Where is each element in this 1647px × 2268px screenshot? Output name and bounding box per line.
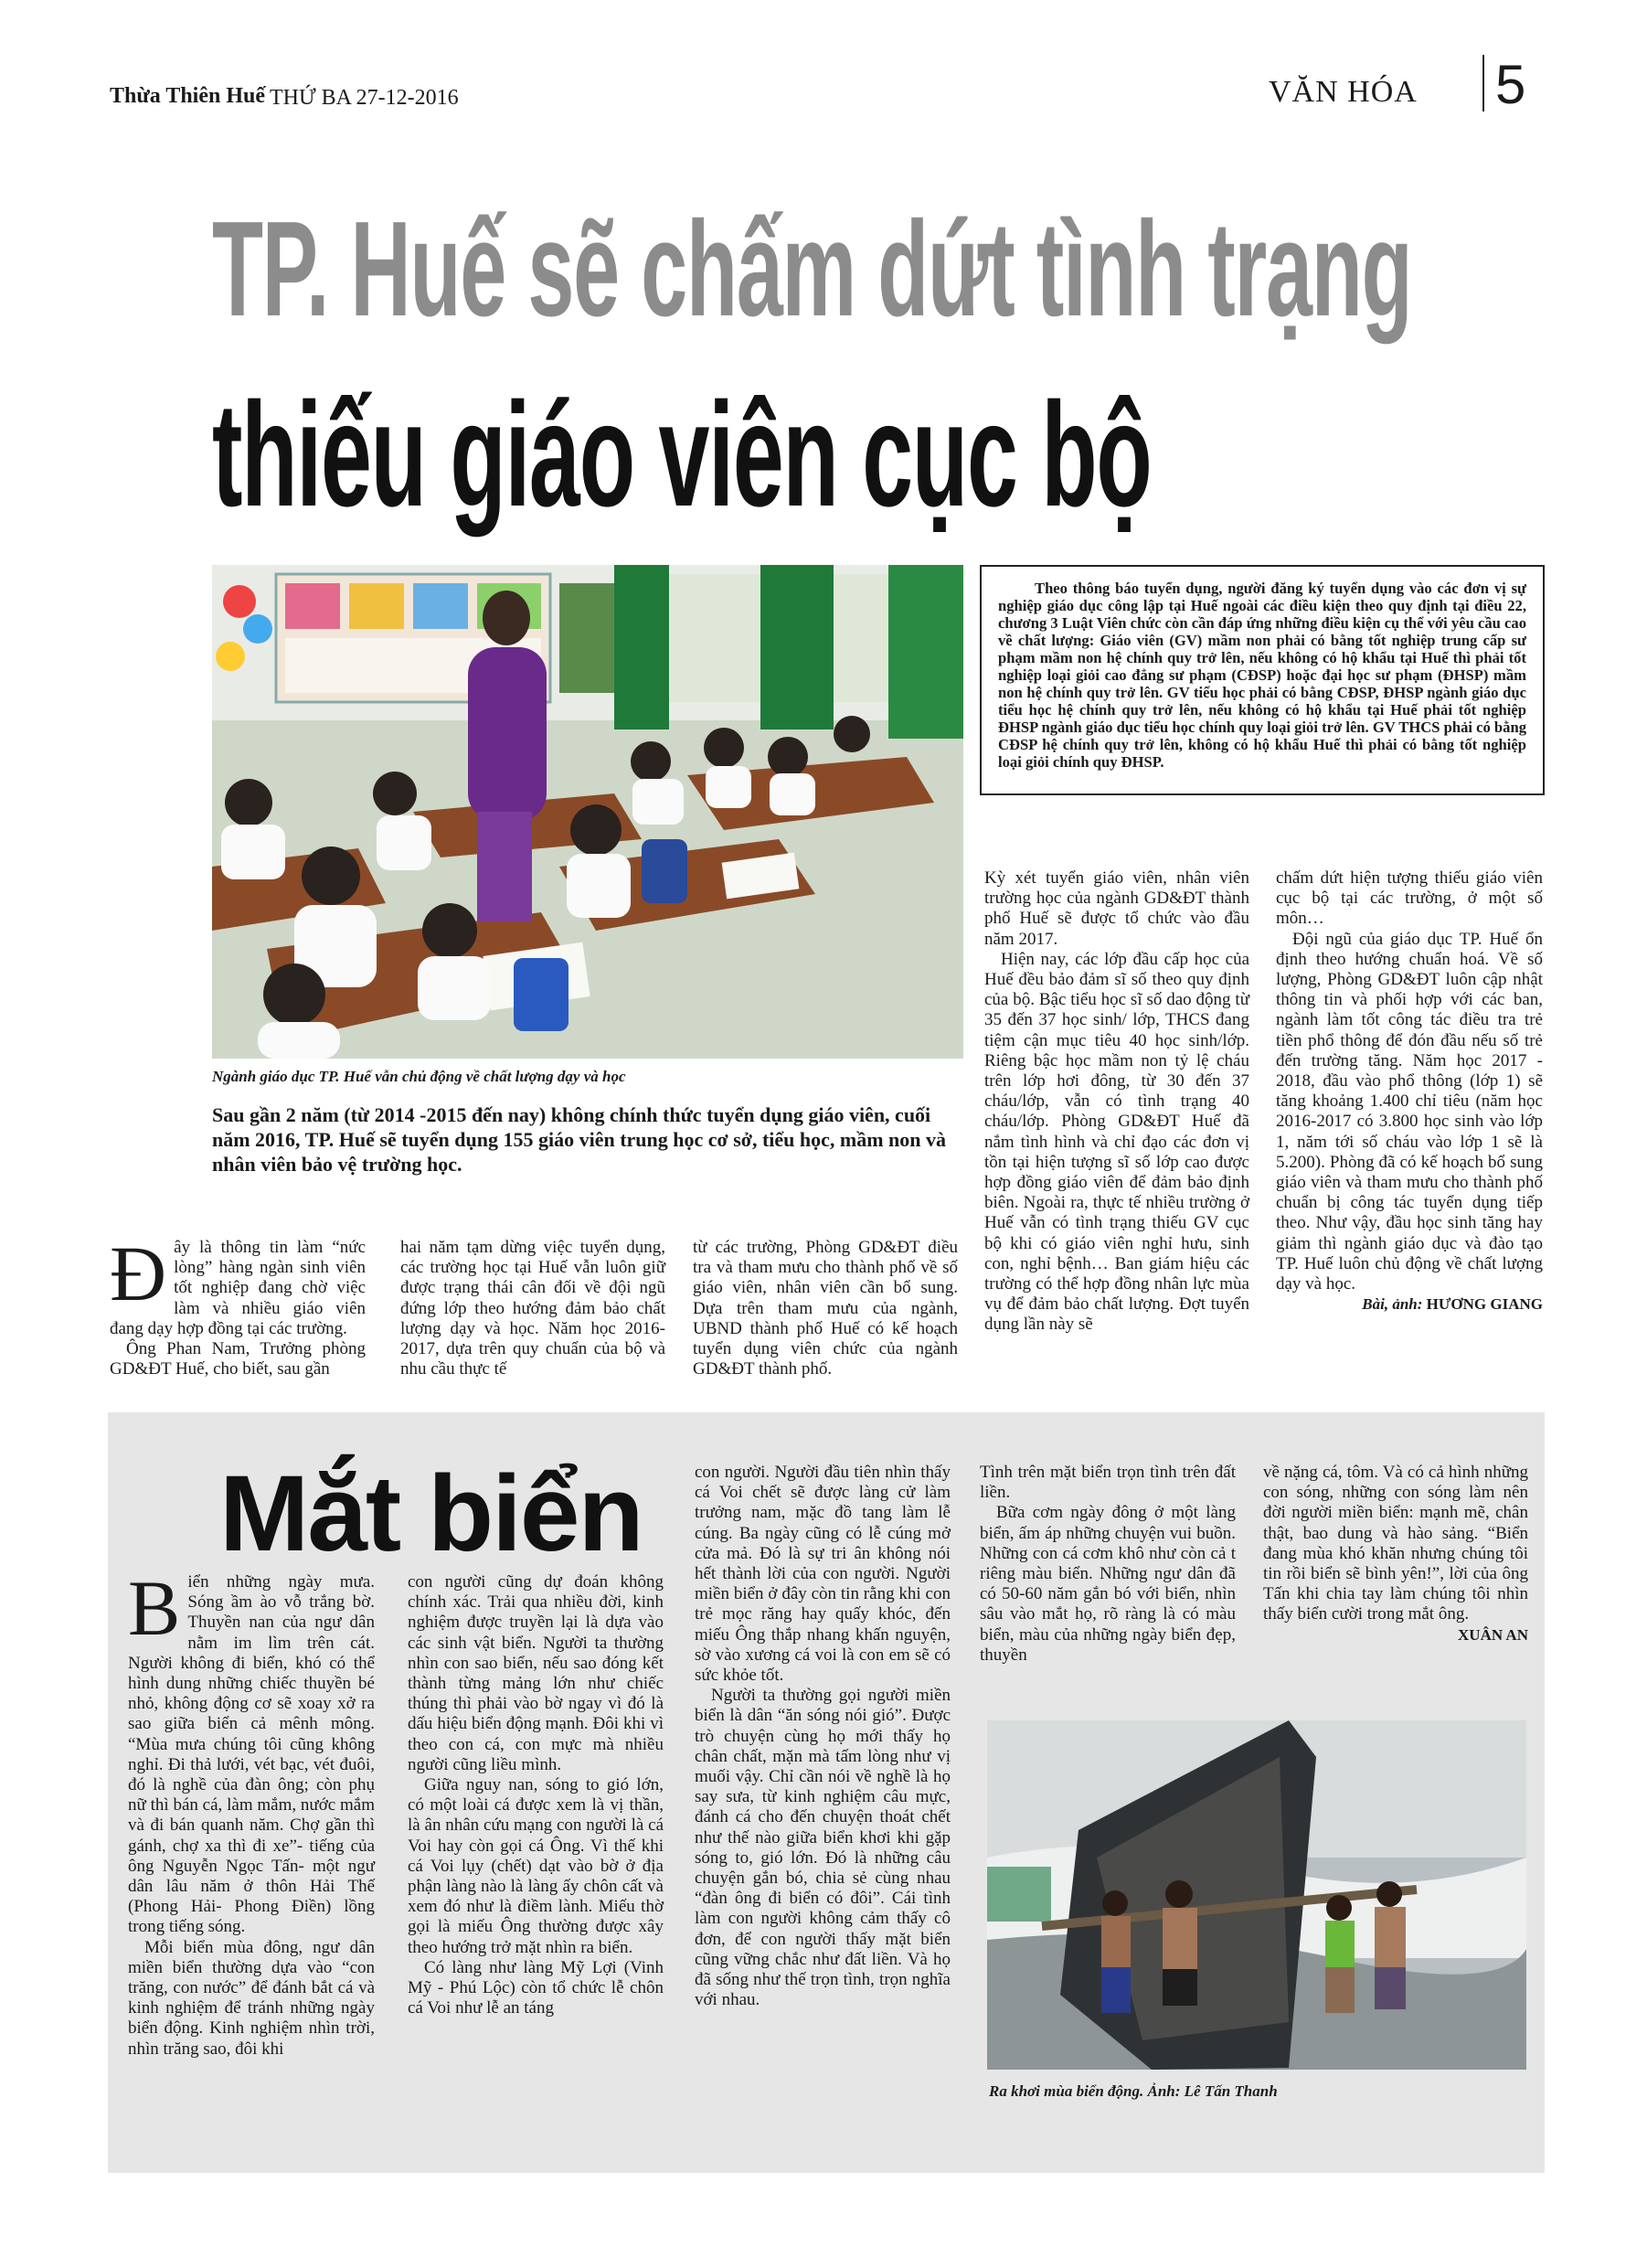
article2-col4-para1: Tình trên mặt biển trọn tình trên đất liền.	[980, 1463, 1236, 1503]
article2-col2-para1: con người cũng dự đoán không chính xác. Trải qua nhiều đời, kinh nghiệm được truyền lại là dựa vào các sinh vật biển. Người ta thường nhìn con sao biển, nếu sao đóng kết thành từng mảng lớn như chiếc thúng thì phải vào bờ ngay vì đó là dấu hiệu biển động mạnh. Đôi khi vì theo con cá, con mực mà nhiều người cũng liều mình.	[408, 1572, 664, 1774]
article2-col3-para2: Người ta thường gọi người miền biển là dân “ăn sóng nói gió”. Được trò chuyện cùng họ mới thấy họ chân chất, mặn mà tấm lòng như vị muối vậy. Chỉ cần nói về nghề là họ say sưa, từ kinh nghiệm câu mực, đánh cá cho đến chuyện thoát chết như thế nào giữa biển khơi khi gặp sóng to, gió lớn. Đó là những câu chuyện gắn bó, chia sẻ cùng nhau “đàn ông đi biển có đôi”. Cái tình làm con người không cảm thấy cô đơn, để con người thấy mặt biển cũng vững chắc như đất liền. Và họ đã sống như thế trọn tình, trọn nghĩa với nhau.	[695, 1686, 951, 2010]
dropcap-b: B	[128, 1564, 181, 1652]
headline-line-1: TP. Huế sẽ chấm dứt tình trạng	[212, 194, 1412, 345]
photo-caption-classroom: Ngành giáo dục TP. Huế vẫn chủ động về chất lượng dạy và học	[212, 1068, 626, 1085]
section-name: VĂN HÓA	[1269, 75, 1418, 109]
article2-column-2	[408, 1572, 664, 2018]
article2-column-3	[695, 1463, 951, 2010]
article1-column-3	[693, 1238, 958, 1379]
article1-col3-text: từ các trường, Phòng GD&ĐT điều tra và tham mưu cho thành phố về số giáo viên, nhân viên cần bổ sung. Dựa trên tham mưu của ngành, UBND thành phố Huế có kế hoạch tuyển dụng viên chức của ngành GD&ĐT thành phố.	[693, 1238, 958, 1379]
article2-col2-para2: Giữa nguy nan, sóng to gió lớn, có một loài cá được xem là vị thần, là ân nhân cứu mạng con người là cá Voi hay còn gọi cá Ông. Vì thế khi cá Voi lụy (chết) dạt vào bờ ở địa phận làng nào là làng ấy chôn cất và xem đó như là điềm lành. Miếu thờ gọi là miếu Ông thường được xây theo hướng trở mặt nhìn ra biển.	[408, 1775, 664, 1957]
article1-col1-para2: Ông Phan Nam, Trưởng phòng GD&ĐT Huế, cho biết, sau gần	[110, 1339, 366, 1379]
article2-col2-para3: Có làng như làng Mỹ Lợi (Vinh Mỹ - Phú Lộc) còn tổ chức lễ chôn cá Voi như lễ an táng	[408, 1957, 664, 2018]
article2-column-1	[128, 1564, 375, 2060]
article2-byline: XUÂN AN	[1458, 1625, 1528, 1644]
recruitment-info-box: Theo thông báo tuyển dụng, người đăng ký tuyển dụng vào các đơn vị sự nghiệp giáo dục công lập tại Huế ngoài các điều kiện theo quy định tại điều 22, chương 3 Luật Viên chức còn cần đáp ứng những điều kiện cụ thể với yêu cầu cao về chất lượng: Giáo viên (GV) mầm non phải có bằng tốt nghiệp trung cấp sư phạm mầm non hệ chính quy trở lên, nếu không có hộ khẩu tại Huế thì phải tốt nghiệp loại giỏi cao đẳng sư phạm (CĐSP) hoặc đại học sư phạm (ĐHSP) mầm non hệ chính quy trở lên. GV tiểu học phải có bằng CĐSP, ĐHSP ngành giáo dục tiểu học hệ chính quy trở lên, nếu không có hộ khẩu tại Huế phải tốt nghiệp ĐHSP ngành giáo dục tiểu học chính quy loại giỏi trở lên. GV THCS phải có bằng CĐSP hệ chính quy trở lên, không có hộ khẩu Huế thì phải có bằng tốt nghiệp loại giỏi chính quy ĐHSP.	[980, 565, 1545, 795]
header-divider	[1482, 55, 1484, 112]
issue-date: THỨ BA 27-12-2016	[270, 86, 459, 110]
article1-col4-para1: Kỳ xét tuyển giáo viên, nhân viên trường học của ngành GD&ĐT thành phố Huế sẽ được tổ chức vào đầu năm 2017.	[984, 868, 1249, 949]
article2-column-5	[1263, 1463, 1528, 1645]
article2-col3-para1: con người. Người đầu tiên nhìn thấy cá Voi chết sẽ được làng cử làm trưởng nam, mặc đồ tang làm lễ cúng. Ba ngày cũng có lễ cúng mở cửa mả. Đó là sự tri ân không nói hết thành lời của con người. Người miền biển ở đây còn tin rằng khi con trẻ mọc răng hay quấy khóc, đến miếu Ông thắp nhang khấn nguyện, sờ vào xương cá voi là con em sẽ có sức khỏe tốt.	[695, 1463, 951, 1686]
masthead: Thừa Thiên Huế	[110, 84, 266, 108]
classroom-photo	[212, 565, 963, 1059]
article1-col5-para1: chấm dứt hiện tượng thiếu giáo viên cục bộ tại các trường, ở một số môn…	[1276, 868, 1543, 929]
article1-column-4	[984, 868, 1249, 1336]
article1-column-2	[400, 1238, 665, 1379]
article2-col5-para1: về nặng cá, tôm. Và có cả hình những con sóng, những con sóng làm nên đời người miền biển: mạnh mẽ, chân thật, bao dung và hào sảng. “Biển đang mùa khó khăn nhưng chúng tôi tin rồi biển sẽ bình yên!”, lời của ông Tấn khi chia tay làm chúng tôi nhìn thấy biển cười trong mắt ông.	[1263, 1463, 1528, 1624]
article2-column-4	[980, 1463, 1236, 1666]
article1-column-5	[1276, 868, 1543, 1315]
dropcap-d: Đ	[110, 1230, 167, 1317]
byline-label: Bài, ảnh:	[1362, 1295, 1427, 1314]
page-number: 5	[1495, 54, 1526, 115]
article1-column-1	[110, 1230, 366, 1379]
article1-col1-para1: ây là thông tin làm “nức lòng” hàng ngàn sinh viên tốt nghiệp đang chờ việc làm và nhiều giáo viên đang dạy hợp đồng tại các trường.	[110, 1238, 366, 1338]
article-lead: Sau gần 2 năm (từ 2014 -2015 đến nay) không chính thức tuyển dụng giáo viên, cuối năm 2016, TP. Huế sẽ tuyển dụng 155 giáo viên trung học cơ sở, tiểu học, mầm non và nhân viên bảo vệ trường học.	[212, 1103, 946, 1176]
byline-name: HƯƠNG GIANG	[1426, 1295, 1543, 1314]
feature-title: Mắt biển	[219, 1453, 643, 1574]
article1-col4-para2: Hiện nay, các lớp đầu cấp học của Huế đều bảo đảm sĩ số theo quy định của bộ. Bậc tiểu học sĩ số dao động từ 35 đến 37 học sinh/ lớp, THCS đang tiệm cận mục tiêu 40 học sinh/lớp. Riêng bậc học mầm non tỷ lệ cháu trên lớp hơi đông, từ 30 đến 37 cháu/lớp, vẫn có tình trạng 40 cháu/lớp. Phòng GD&ĐT Huế đã nắm tình hình và chỉ đạo các đơn vị tồn tại hiện tượng sĩ số lớp cao được hợp đồng giáo viên để đảm bảo định biên. Ngoài ra, thực tế nhiều trường ở Huế vẫn có tình trạng thiếu GV cục bộ khi có giáo viên nghỉ hưu, sinh con, nghỉ bệnh… Ban giám hiệu các trường có thể hợp đồng nhân lực mùa vụ để đảm bảo chất lượng. Đợt tuyển dụng lần này sẽ	[984, 949, 1249, 1335]
fishermen-photo	[987, 1720, 1526, 2070]
article1-col5-para2: Đội ngũ của giáo dục TP. Huế ổn định theo hướng chuẩn hoá. Về số lượng, Phòng GD&ĐT luôn cập nhật thông tin và phối hợp với các ban, ngành làm tốt công tác điều tra trẻ tiền phổ thông để đón đầu nếu số trẻ đến trường tăng. Năm học 2017 - 2018, đầu vào phổ thông (lớp 1) sẽ tăng khoảng 1.400 chỉ tiêu (năm học 2016-2017 có 3.800 học sinh vào lớp 1, năm tới số cháu vào lớp 1 sẽ là 5.200). Phòng đã có kế hoạch bổ sung giáo viên và tham mưu cho thành phố chuẩn bị công tác tuyển dụng tiếp theo. Như vậy, đầu học sinh tăng hay giảm thì ngành giáo dục và đào tạo TP. Huế luôn chủ động về chất lượng dạy và học.	[1276, 929, 1543, 1294]
article1-col2-text: hai năm tạm dừng việc tuyển dụng, các trường học tại Huế vẫn luôn giữ được trạng thái cân đối về đội ngũ đứng lớp theo hướng đảm bảo chất lượng dạy và học. Năm học 2016-2017, dựa trên quy chuẩn của bộ và nhu cầu thực tế	[400, 1238, 665, 1379]
photo-caption-fishermen: Ra khơi mùa biển động. Ảnh: Lê Tấn Thanh	[989, 2082, 1278, 2100]
headline-line-2: thiếu giáo viên cục bộ	[212, 372, 1152, 538]
article1-byline	[1276, 1294, 1543, 1315]
article2-col4-para2: Bữa cơm ngày đông ở một làng biển, ấm áp những chuyện vui buồn. Những con cá cơm khô như còn cả t riêng màu biển. Những ngư dân đã có 50-60 năm gắn bó với biển, nhìn sâu vào mắt họ, rõ ràng là có màu biển, màu của những ngày biển đẹp, thuyền	[980, 1503, 1236, 1665]
article2-col1-para2: Mỗi biển mùa đông, ngư dân miền biển thường dựa vào “con trăng, con nước” để đánh bắt cá và kinh nghiệm để tránh những ngày biển động. Kinh nghiệm nhìn trời, nhìn trăng sao, đôi khi	[128, 1937, 375, 2059]
article2-col1-para1: iển những ngày mưa. Sóng ầm ào vỗ trắng bờ. Thuyền nan của ngư dân nằm im lìm trên cát. Người không đi biển, khó có thể hình dung những chiếc thuyền bé nhỏ, không động cơ sẽ xoay xở ra sao giữa biển cả mênh mông. “Mùa mưa chúng tôi cũng không nghỉ. Đi thả lưới, vét bạc, vét đuôi, đó là nghề của đàn ông; còn phụ nữ thì bán cá, làm mắm, nước mắm và đi bán quanh năm. Chợ gần thì gánh, chợ xa thì đi xe”- tiếng của ông Nguyễn Ngọc Tấn- một ngư dân lâu năm ở thôn Hải Thế (Phong Hải- Phong Điền) lồng trong tiếng sóng.	[128, 1572, 375, 1937]
